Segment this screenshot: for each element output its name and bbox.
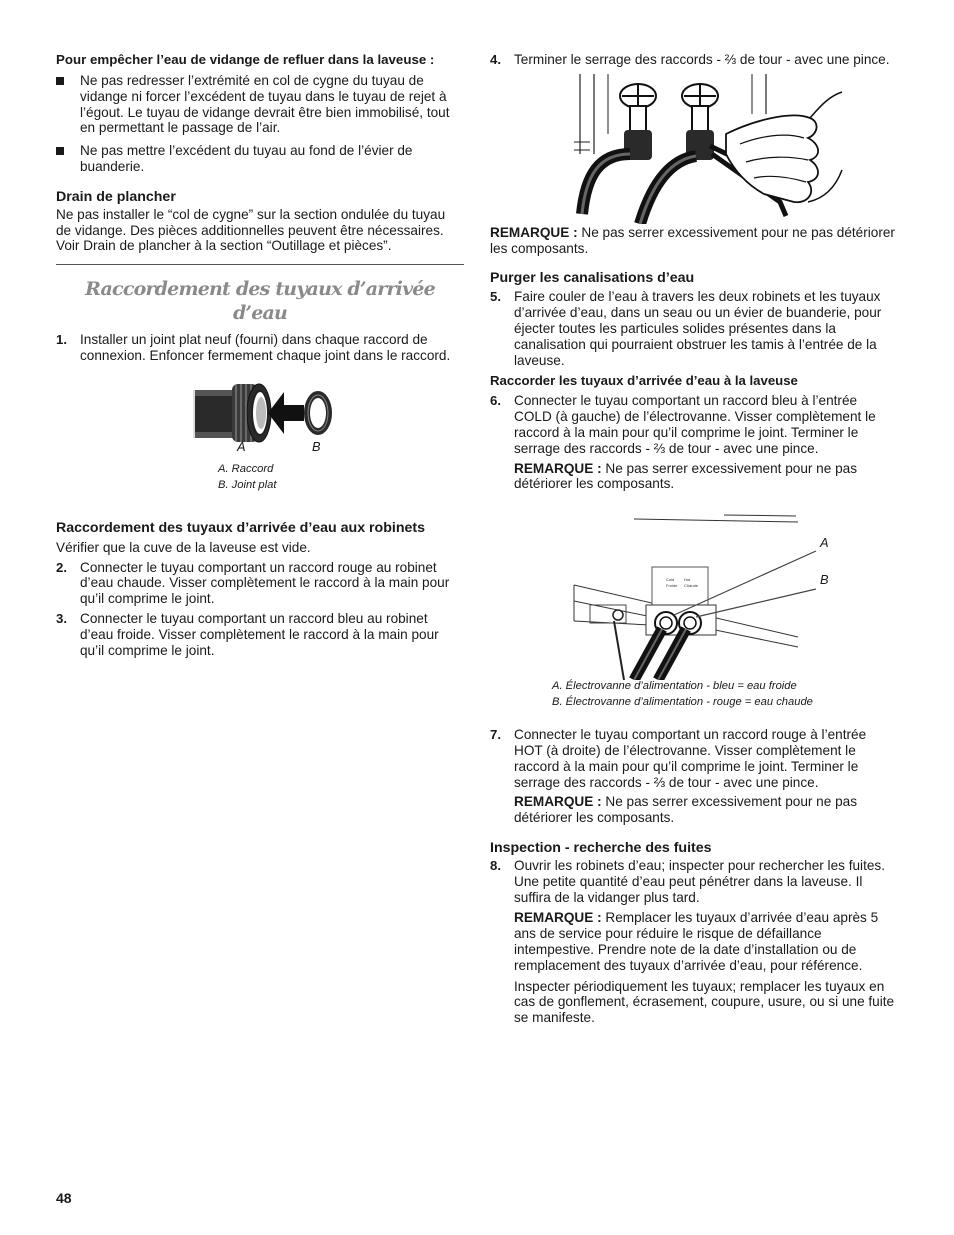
square-bullet-icon <box>56 147 64 155</box>
figure-label-b: B <box>312 438 321 454</box>
remark-step-4 <box>490 225 898 257</box>
right-column <box>490 50 898 1026</box>
step-5 <box>490 289 898 368</box>
step-1 <box>56 332 464 364</box>
remark-text: Ne pas serrer excessivement pour ne pas détériorer les composants. <box>514 460 857 492</box>
figure-caption-a: A. Électrovanne d’alimentation - bleu = eau froide <box>552 680 797 693</box>
bullet-item <box>56 73 464 136</box>
step-7 <box>490 727 898 790</box>
remark-step-7 <box>490 794 898 826</box>
step-number: 1. <box>56 332 67 348</box>
remark-text: Ne pas serrer excessivement pour ne pas détériorer les composants. <box>514 794 857 826</box>
faucet-connection-heading: Raccordement des tuyaux d’arrivée d’eau aux robinets <box>56 519 426 536</box>
connect-washer-heading: Raccorder les tuyaux d’arrivée d’eau à la laveuse <box>490 373 798 389</box>
drain-text: Ne pas installer le “col de cygne” sur la section ondulée du tuyau de vidange. Des pièces additionnelles peuvent être nécessaires. Voir Drain de plancher à la section “Outillage et pièces”. <box>56 206 446 254</box>
inlet-valve-illustration <box>490 505 898 680</box>
step-4 <box>490 52 898 68</box>
remark-label: REMARQUE : <box>514 794 602 810</box>
figure-label-a: A <box>237 438 246 454</box>
step-text: Installer un joint plat neuf (fourni) dans chaque raccord de connexion. Enfoncer fermement chaque joint dans le raccord. <box>80 332 451 363</box>
svg-text:Cold: Cold <box>666 577 675 583</box>
remark-step-8 <box>490 910 898 973</box>
purge-heading: Purger les canalisations d’eau <box>490 270 695 287</box>
step-number: 3. <box>56 610 67 626</box>
figure-caption-b: B. Électrovanne d’alimentation - rouge = eau chaude <box>552 696 813 709</box>
remark-text: Ne pas serrer excessivement pour ne pas détériorer les composants. <box>490 224 895 256</box>
step-text: Connecter le tuyau comportant un raccord bleu à l’entrée COLD (à gauche) de l’électrovanne. Visser complètement le raccord à la main pour qu’il comprime le joint. Terminer le serrage des raccords - ⅔ de tour - avec une pince. <box>514 393 876 456</box>
step-text: Ouvrir les robinets d’eau; inspecter pour rechercher les fuites. Une petite quantité d’eau peut pénétrer dans la laveuse. Il suffira de la vidanger plus tard. <box>514 857 885 905</box>
section-divider <box>56 264 464 265</box>
drain-backflow-heading: Pour empêcher l’eau de vidange de refluer dans la laveuse : <box>56 52 435 67</box>
coupling-washer-illustration <box>56 378 464 463</box>
step-3 <box>56 611 464 658</box>
step-number: 4. <box>490 52 501 67</box>
step-text: Faire couler de l’eau à travers les deux robinets et les tuyaux d’arrivée d’eau, dans un seau ou un évier de buanderie, pour éjecter toutes les particules solides présentes dans la canalisation qui pourraient obstruer les tamis à l’entrée de la laveuse. <box>514 289 882 368</box>
step-number: 2. <box>56 559 67 575</box>
figure-caption-a: A. Raccord <box>218 462 274 475</box>
faucet-intro: Vérifier que la cuve de la laveuse est vide. <box>56 539 311 555</box>
coupling-washer-figure <box>56 378 464 520</box>
step-number: 6. <box>490 393 501 409</box>
svg-text:Hot: Hot <box>684 577 691 583</box>
section-title: Raccordement des tuyaux d’arrivée d’eau <box>85 278 435 325</box>
step-text: Terminer le serrage des raccords - ⅔ de tour - avec une pince. <box>514 52 890 67</box>
step-text: Connecter le tuyau comportant un raccord rouge à l’entrée HOT (à droite) de l’électrovanne. Visser complètement le raccord à la main pour qu’il comprime le joint. Terminer le serrage des raccords - ⅔ de tour - avec une pince. <box>514 727 867 790</box>
svg-text:Chaude: Chaude <box>684 583 699 589</box>
step-text: Connecter le tuyau comportant un raccord rouge au robinet d’eau chaude. Visser complètement le raccord à la main pour qu’il comprime le joint. <box>80 559 450 607</box>
remark-step-6 <box>490 461 898 493</box>
step-number: 5. <box>490 289 501 305</box>
figure-label-b: B <box>820 572 829 588</box>
step-number: 7. <box>490 727 501 743</box>
page-number: 48 <box>56 1190 72 1206</box>
inlet-valve-figure <box>490 505 898 723</box>
svg-text:Froide: Froide <box>666 583 678 589</box>
faucet-pliers-illustration <box>490 74 898 224</box>
square-bullet-icon <box>56 77 64 85</box>
bullet-text: Ne pas redresser l’extrémité en col de cygne du tuyau de vidange ni forcer l’excédent de tuyau dans le tuyau de rejet à l’égout. Le tuyau de vidange devrait être bien immobilisé, tout en permettant le passage de l’air. <box>80 73 450 136</box>
step-text: Connecter le tuyau comportant un raccord bleu au robinet d’eau froide. Visser complètement le raccord à la main pour qu’il comprime le joint. <box>80 610 439 658</box>
remark-label: REMARQUE : <box>514 460 602 476</box>
bullet-text: Ne pas mettre l’excédent du tuyau au fond de l’évier de buanderie. <box>80 143 413 174</box>
figure-label-a: A <box>820 535 829 551</box>
hose-inspection-text: Inspecter périodiquement les tuyaux; remplacer les tuyaux en cas de gonflement, écrasement, coupure, usure, ou si une fuite se manifeste. <box>514 978 895 1026</box>
remark-text: Remplacer les tuyaux d’arrivée d’eau après 5 ans de service pour réduire le risque de défaillance intempestive. Prendre note de la date d’installation ou de remplacement des tuyaux d’arrivée d’eau, pour référence. <box>514 910 879 973</box>
left-column <box>56 50 464 658</box>
faucet-pliers-figure <box>490 74 898 224</box>
step-6 <box>490 393 898 456</box>
step-number: 8. <box>490 857 501 873</box>
remark-label: REMARQUE : <box>490 224 578 240</box>
figure-caption-b: B. Joint plat <box>218 478 277 491</box>
remark-label: REMARQUE : <box>514 910 602 926</box>
drain-heading: Drain de plancher <box>56 188 176 205</box>
step-2 <box>56 560 464 607</box>
step-8 <box>490 858 898 905</box>
leak-inspection-heading: Inspection - recherche des fuites <box>490 839 712 856</box>
bullet-item <box>56 143 464 175</box>
